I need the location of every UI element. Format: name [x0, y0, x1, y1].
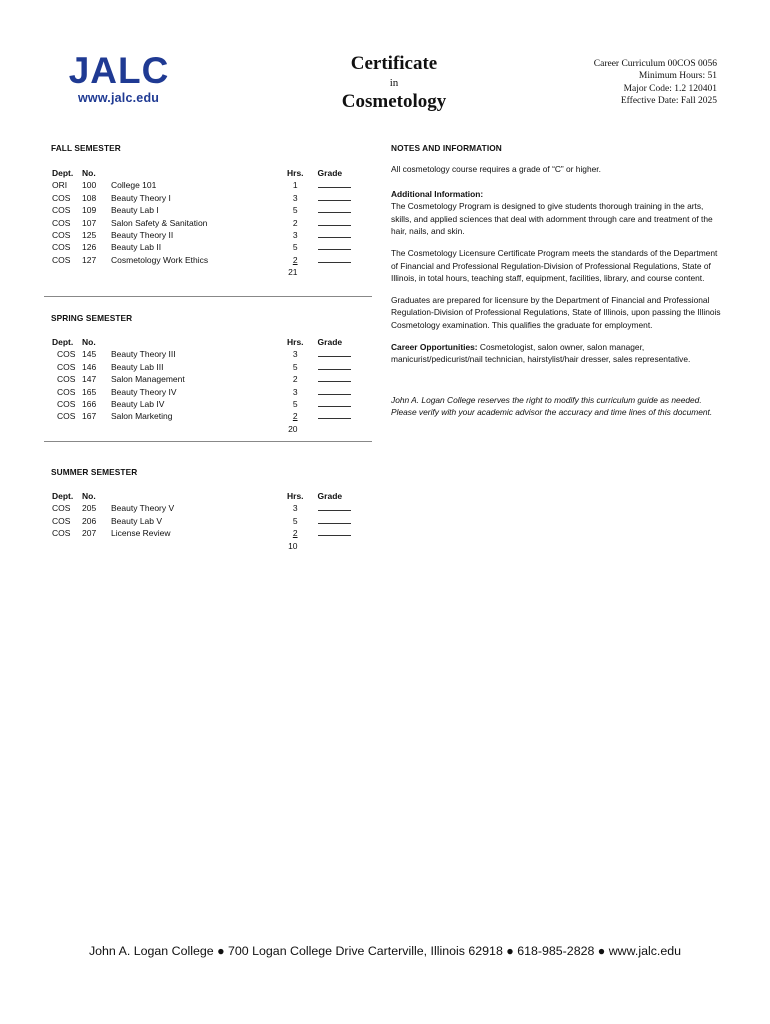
course-title: Beauty Theory IV [111, 386, 177, 397]
col-hrs: Hrs. [287, 337, 304, 347]
course-no: 107 [82, 217, 97, 228]
table-row [52, 229, 351, 241]
col-grade: Grade [317, 337, 343, 347]
section-divider [44, 296, 372, 297]
total-row [52, 266, 351, 278]
course-no: 126 [82, 242, 97, 253]
spring-semester-title: SPRING SEMESTER [51, 313, 133, 323]
jalc-logo [58, 52, 180, 90]
course-hrs: 2 [292, 254, 298, 265]
table-row [52, 217, 351, 229]
grade-blank[interactable] [298, 241, 351, 253]
summer-semester-block [52, 490, 351, 552]
footer-contact: John A. Logan College ● 700 Logan College Drive Carterville, Illinois 62918 ● 618-985-2828 ● www.jalc.edu [88, 944, 682, 958]
col-title [111, 490, 287, 502]
table-row [52, 410, 351, 422]
grade-blank[interactable] [298, 373, 351, 385]
table-row [52, 386, 351, 398]
grade-blank[interactable] [298, 204, 351, 216]
course-hrs: 1 [292, 180, 298, 191]
col-dept: Dept. [52, 337, 74, 347]
grade-blank[interactable] [298, 386, 351, 398]
table-row [52, 179, 351, 191]
course-dept: COS [57, 374, 76, 385]
course-title: Cosmetology Work Ethics [111, 254, 209, 265]
total-row [52, 423, 351, 435]
total-hours: 10 [288, 540, 298, 551]
title-program: Cosmetology [341, 91, 447, 112]
additional-info-text: The Cosmetology Program is designed to give students thorough training in the arts, skills, and applied sciences that deal with adornment through care and treatment of the hair, nails, and skin. [391, 201, 713, 237]
course-hrs: 5 [292, 361, 298, 372]
title-certificate: Certificate [350, 53, 438, 74]
spring-course-table [52, 336, 351, 435]
course-title: College 101 [111, 180, 157, 191]
course-no: 207 [82, 528, 97, 539]
curriculum-meta [594, 58, 717, 108]
course-title: Beauty Lab III [111, 361, 164, 372]
additional-info-label: Additional Information: [391, 188, 484, 199]
grade-blank[interactable] [298, 217, 351, 229]
career-opportunities [391, 341, 721, 366]
course-no: 146 [82, 361, 97, 372]
col-no: No. [82, 337, 96, 347]
standards-text: The Cosmetology Licensure Certificate Program meets the standards of the Department of Financial and Professional Regulation-Division of Professional Regulations, State of Illinois, in total hours, teaching staff, equipment, facilities, library, and course content. [391, 247, 718, 284]
course-no: 145 [82, 349, 97, 360]
course-dept: COS [57, 399, 76, 410]
table-row [52, 348, 351, 360]
grade-blank[interactable] [298, 527, 351, 539]
total-hours: 20 [288, 423, 298, 434]
table-row [52, 241, 351, 253]
course-no: 127 [82, 254, 97, 265]
course-dept: COS [52, 217, 71, 228]
course-no: 125 [82, 230, 97, 241]
course-hrs: 5 [292, 242, 298, 253]
notes-section [391, 163, 721, 419]
course-dept: COS [57, 386, 76, 397]
course-title: Beauty Theory II [111, 230, 174, 241]
major-code: Major Code: 1.2 120401 [623, 83, 717, 94]
career-label: Career Opportunities: [391, 341, 478, 352]
course-hrs: 5 [292, 205, 298, 216]
course-dept: COS [52, 503, 71, 514]
course-dept: COS [57, 361, 76, 372]
spring-semester-block [52, 336, 351, 435]
table-header-row [52, 490, 351, 502]
total-hours: 21 [288, 267, 298, 278]
course-no: 167 [82, 411, 97, 422]
curriculum-code: Career Curriculum 00COS 0056 [593, 59, 717, 69]
course-hrs: 3 [292, 503, 298, 514]
jalc-logo-mark [58, 52, 180, 90]
course-no: 166 [82, 399, 97, 410]
col-no: No. [82, 491, 96, 501]
course-dept: ORI [52, 180, 68, 191]
title-in: in [389, 77, 399, 89]
logo-url[interactable]: www.jalc.edu [78, 91, 160, 105]
col-dept: Dept. [52, 168, 74, 178]
grade-blank[interactable] [298, 515, 351, 527]
course-no: 147 [82, 374, 97, 385]
col-title [111, 336, 287, 348]
course-dept: COS [52, 205, 71, 216]
col-title [111, 167, 287, 179]
course-dept: COS [57, 411, 76, 422]
minimum-hours: Minimum Hours: 51 [638, 71, 717, 82]
table-row [52, 527, 351, 539]
table-row [52, 398, 351, 410]
course-title: Beauty Theory I [111, 192, 171, 203]
course-dept: COS [52, 515, 71, 526]
course-no: 165 [82, 386, 97, 397]
notes-title: NOTES AND INFORMATION [391, 143, 502, 153]
jalc-logo-text: JALC [68, 52, 170, 90]
grade-blank[interactable] [298, 398, 351, 410]
col-hrs: Hrs. [287, 491, 304, 501]
table-header-row [52, 336, 351, 348]
table-row [52, 192, 351, 204]
summer-course-table [52, 490, 351, 552]
fall-semester-title: FALL SEMESTER [51, 143, 121, 153]
course-dept: COS [52, 528, 71, 539]
grade-blank[interactable] [298, 229, 351, 241]
course-dept: COS [52, 254, 71, 265]
course-title: Beauty Lab IV [111, 399, 165, 410]
grade-blank[interactable] [298, 348, 351, 360]
course-dept: COS [52, 192, 71, 203]
grade-blank[interactable] [298, 254, 351, 266]
course-hrs: 2 [292, 374, 298, 385]
col-grade: Grade [317, 491, 343, 501]
grade-blank[interactable] [298, 192, 351, 204]
course-title: License Review [111, 528, 171, 539]
effective-date: Effective Date: Fall 2025 [620, 96, 717, 107]
course-title: Salon Safety & Sanitation [111, 217, 208, 228]
course-title: Salon Marketing [111, 411, 173, 422]
course-hrs: 3 [292, 349, 298, 360]
table-row [52, 361, 351, 373]
course-no: 205 [82, 503, 97, 514]
course-hrs: 2 [292, 411, 298, 422]
table-row [52, 515, 351, 527]
graduates-text: Graduates are prepared for licensure by the Department of Financial and Professional Regulation-Division of Professional Regulations, State of Illinois, upon passing the Illinois Cosmetology examination. This qualifies the graduate for employment. [391, 294, 721, 330]
table-row [52, 502, 351, 514]
course-title: Salon Management [111, 374, 185, 385]
fall-semester-block [52, 167, 351, 279]
fall-course-table [52, 167, 351, 279]
course-hrs: 5 [292, 399, 298, 410]
disclaimer: John A. Logan College reserves the right to modify this curriculum guide as needed. Please verify with your academic advisor the accuracy and time lines of this document. [391, 394, 713, 418]
career-text: Cosmetologist, salon owner, salon manager, manicurist/pedicurist/nail technician, hairstylist/hair dresser, sales representative. [391, 341, 691, 365]
grade-blank[interactable] [298, 502, 351, 514]
col-no: No. [82, 168, 96, 178]
table-row [52, 373, 351, 385]
course-hrs: 3 [292, 230, 298, 241]
course-title: Beauty Lab II [111, 242, 162, 253]
course-hrs: 5 [292, 515, 298, 526]
table-row [52, 204, 351, 216]
grade-blank[interactable] [298, 361, 351, 373]
course-hrs: 2 [292, 217, 298, 228]
grade-requirement: All cosmetology course requires a grade of “C” or higher. [391, 164, 601, 174]
course-no: 100 [82, 180, 97, 191]
course-hrs: 3 [292, 386, 298, 397]
course-no: 109 [82, 205, 97, 216]
summer-semester-title: SUMMER SEMESTER [51, 467, 138, 477]
course-hrs: 2 [292, 528, 298, 539]
course-hrs: 3 [292, 192, 298, 203]
grade-blank[interactable] [298, 410, 351, 422]
course-dept: COS [52, 242, 71, 253]
table-header-row [52, 167, 351, 179]
table-row [52, 254, 351, 266]
course-title: Beauty Theory III [111, 349, 176, 360]
grade-blank[interactable] [298, 179, 351, 191]
course-no: 206 [82, 515, 97, 526]
course-dept: COS [52, 230, 71, 241]
col-hrs: Hrs. [287, 168, 304, 178]
course-title: Beauty Theory V [111, 503, 175, 514]
course-no: 108 [82, 192, 97, 203]
section-divider [44, 441, 372, 442]
total-row [52, 540, 351, 552]
course-title: Beauty Lab V [111, 515, 163, 526]
course-dept: COS [57, 349, 76, 360]
col-grade: Grade [317, 168, 343, 178]
col-dept: Dept. [52, 491, 74, 501]
course-title: Beauty Lab I [111, 205, 159, 216]
